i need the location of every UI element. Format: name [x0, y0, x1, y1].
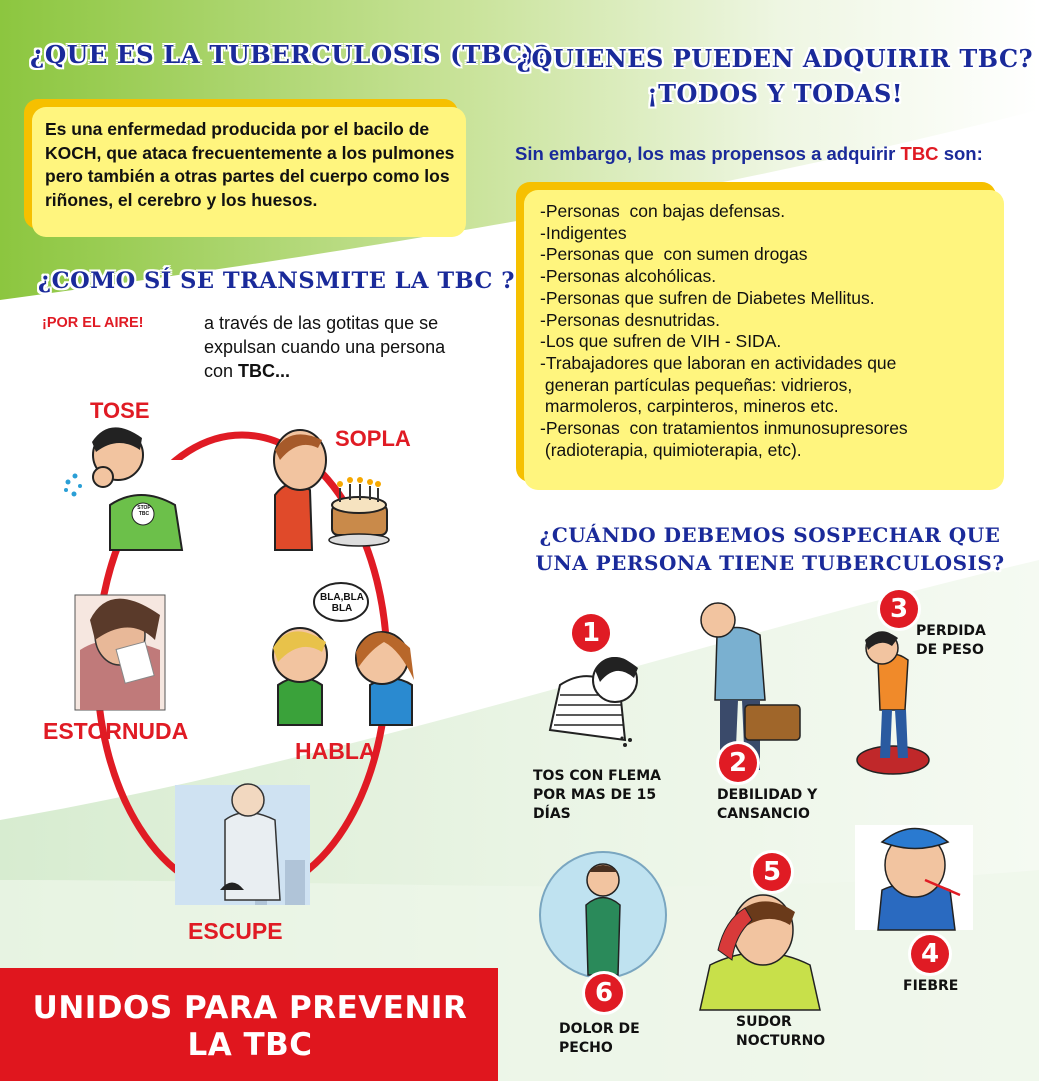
risk-group-item: -Personas desnutridas. — [540, 309, 720, 330]
title-como: ¿COMO SÍ SE TRANSMITE LA TBC ? — [38, 268, 515, 294]
label-habla: HABLA — [295, 738, 376, 764]
risk-group-item: marmoleros, carpinteros, mineros etc. — [540, 396, 839, 417]
risk-group-item: -Personas con tratamientos inmunosupresores — [540, 418, 908, 439]
risk-group-item: -Personas que con sumen drogas — [540, 244, 808, 265]
night-sweat-man-illustration — [700, 895, 820, 1010]
title-todos: ¡TODOS Y TODAS! — [647, 79, 903, 108]
symptom-number-4: 4 — [911, 935, 949, 973]
transmission-cycle — [0, 380, 500, 960]
symptom-number-5: 5 — [753, 853, 791, 891]
label-tose: TOSE — [90, 398, 150, 423]
transmission-body: a través de las gotitas que se expulsan cuando una persona con — [204, 313, 446, 381]
banner-text: UNIDOS PARA PREVENIR LA TBC — [32, 990, 468, 1063]
symptom-label-6: DOLOR DE PECHO — [559, 1021, 640, 1056]
propensos-tbc: TBC — [900, 143, 939, 164]
symptom-label-2: DEBILIDAD Y CANSANCIO — [717, 787, 818, 822]
symptom-number-3: 3 — [880, 590, 918, 628]
speech-bubble-text: BLA,BLA BLA — [320, 592, 364, 614]
spitting-man-illustration — [175, 784, 310, 905]
risk-groups-list — [540, 201, 1000, 461]
symptom-label-4: FIEBRE — [903, 978, 959, 994]
sneezing-woman-illustration — [75, 595, 165, 710]
propensos-post: son: — [943, 143, 983, 164]
coughing-boy-illustration — [64, 427, 185, 550]
symptom-number-6: 6 — [585, 974, 623, 1012]
transmission-tbc: TBC... — [238, 361, 291, 381]
symptom-label-1: TOS CON FLEMA POR MAS DE 15 DÍAS — [533, 768, 661, 822]
risk-group-item: -Los que sufren de VIH - SIDA. — [540, 331, 782, 352]
risk-group-item: (radioterapia, quimioterapia, etc). — [540, 439, 802, 460]
symptom-label-5: SUDOR NOCTURNO — [736, 1014, 826, 1049]
risk-group-item: -Personas con bajas defensas. — [540, 201, 786, 221]
risk-group-item: -Trabajadores que laboran en actividades que — [540, 352, 897, 373]
label-estornuda: ESTORNUDA — [43, 718, 189, 744]
risk-group-item: -Personas alcohólicas. — [540, 266, 717, 287]
shirt-text: STOP TBC — [137, 505, 151, 517]
propensos-line — [515, 143, 1035, 165]
label-escupe: ESCUPE — [188, 918, 283, 944]
risk-group-item: -Indigentes — [540, 222, 627, 243]
symptom-number-1: 1 — [572, 614, 610, 652]
label-sopla: SOPLA — [335, 426, 411, 451]
title-que-es: ¿QUE ES LA TUBERCULOSIS (TBC)? — [30, 40, 550, 69]
title-cuando: ¿CUÁNDO DEBEMOS SOSPECHAR QUE UNA PERSONA TIENE TUBERCULOSIS? — [535, 523, 1005, 575]
definition-text: Es una enfermedad producida por el bacilo de KOCH, que ataca frecuentemente a los pulmones pero también a otras partes del cuerpo como los riñones, el cerebro y los huesos. — [45, 119, 455, 210]
chest-pain-man-illustration — [540, 852, 666, 978]
propensos-pre: Sin embargo, los mas propensos a adquirir — [515, 143, 896, 164]
tired-man-illustration — [701, 603, 800, 770]
fever-man-illustration — [855, 825, 973, 930]
risk-group-item: -Personas que sufren de Diabetes Mellitus. — [540, 287, 875, 308]
transmission-text — [204, 311, 469, 383]
por-el-aire-label: ¡POR EL AIRE! — [42, 315, 144, 331]
symptom-label-3: PERDIDA DE PESO — [916, 623, 986, 658]
title-quienes: ¿QUIENES PUEDEN ADQUIRIR TBC? — [516, 44, 1034, 73]
symptom-number-2: 2 — [719, 744, 757, 782]
risk-group-item: generan partículas pequeñas: vidrieros, — [540, 374, 853, 395]
cough-boy-illustration — [550, 657, 638, 747]
